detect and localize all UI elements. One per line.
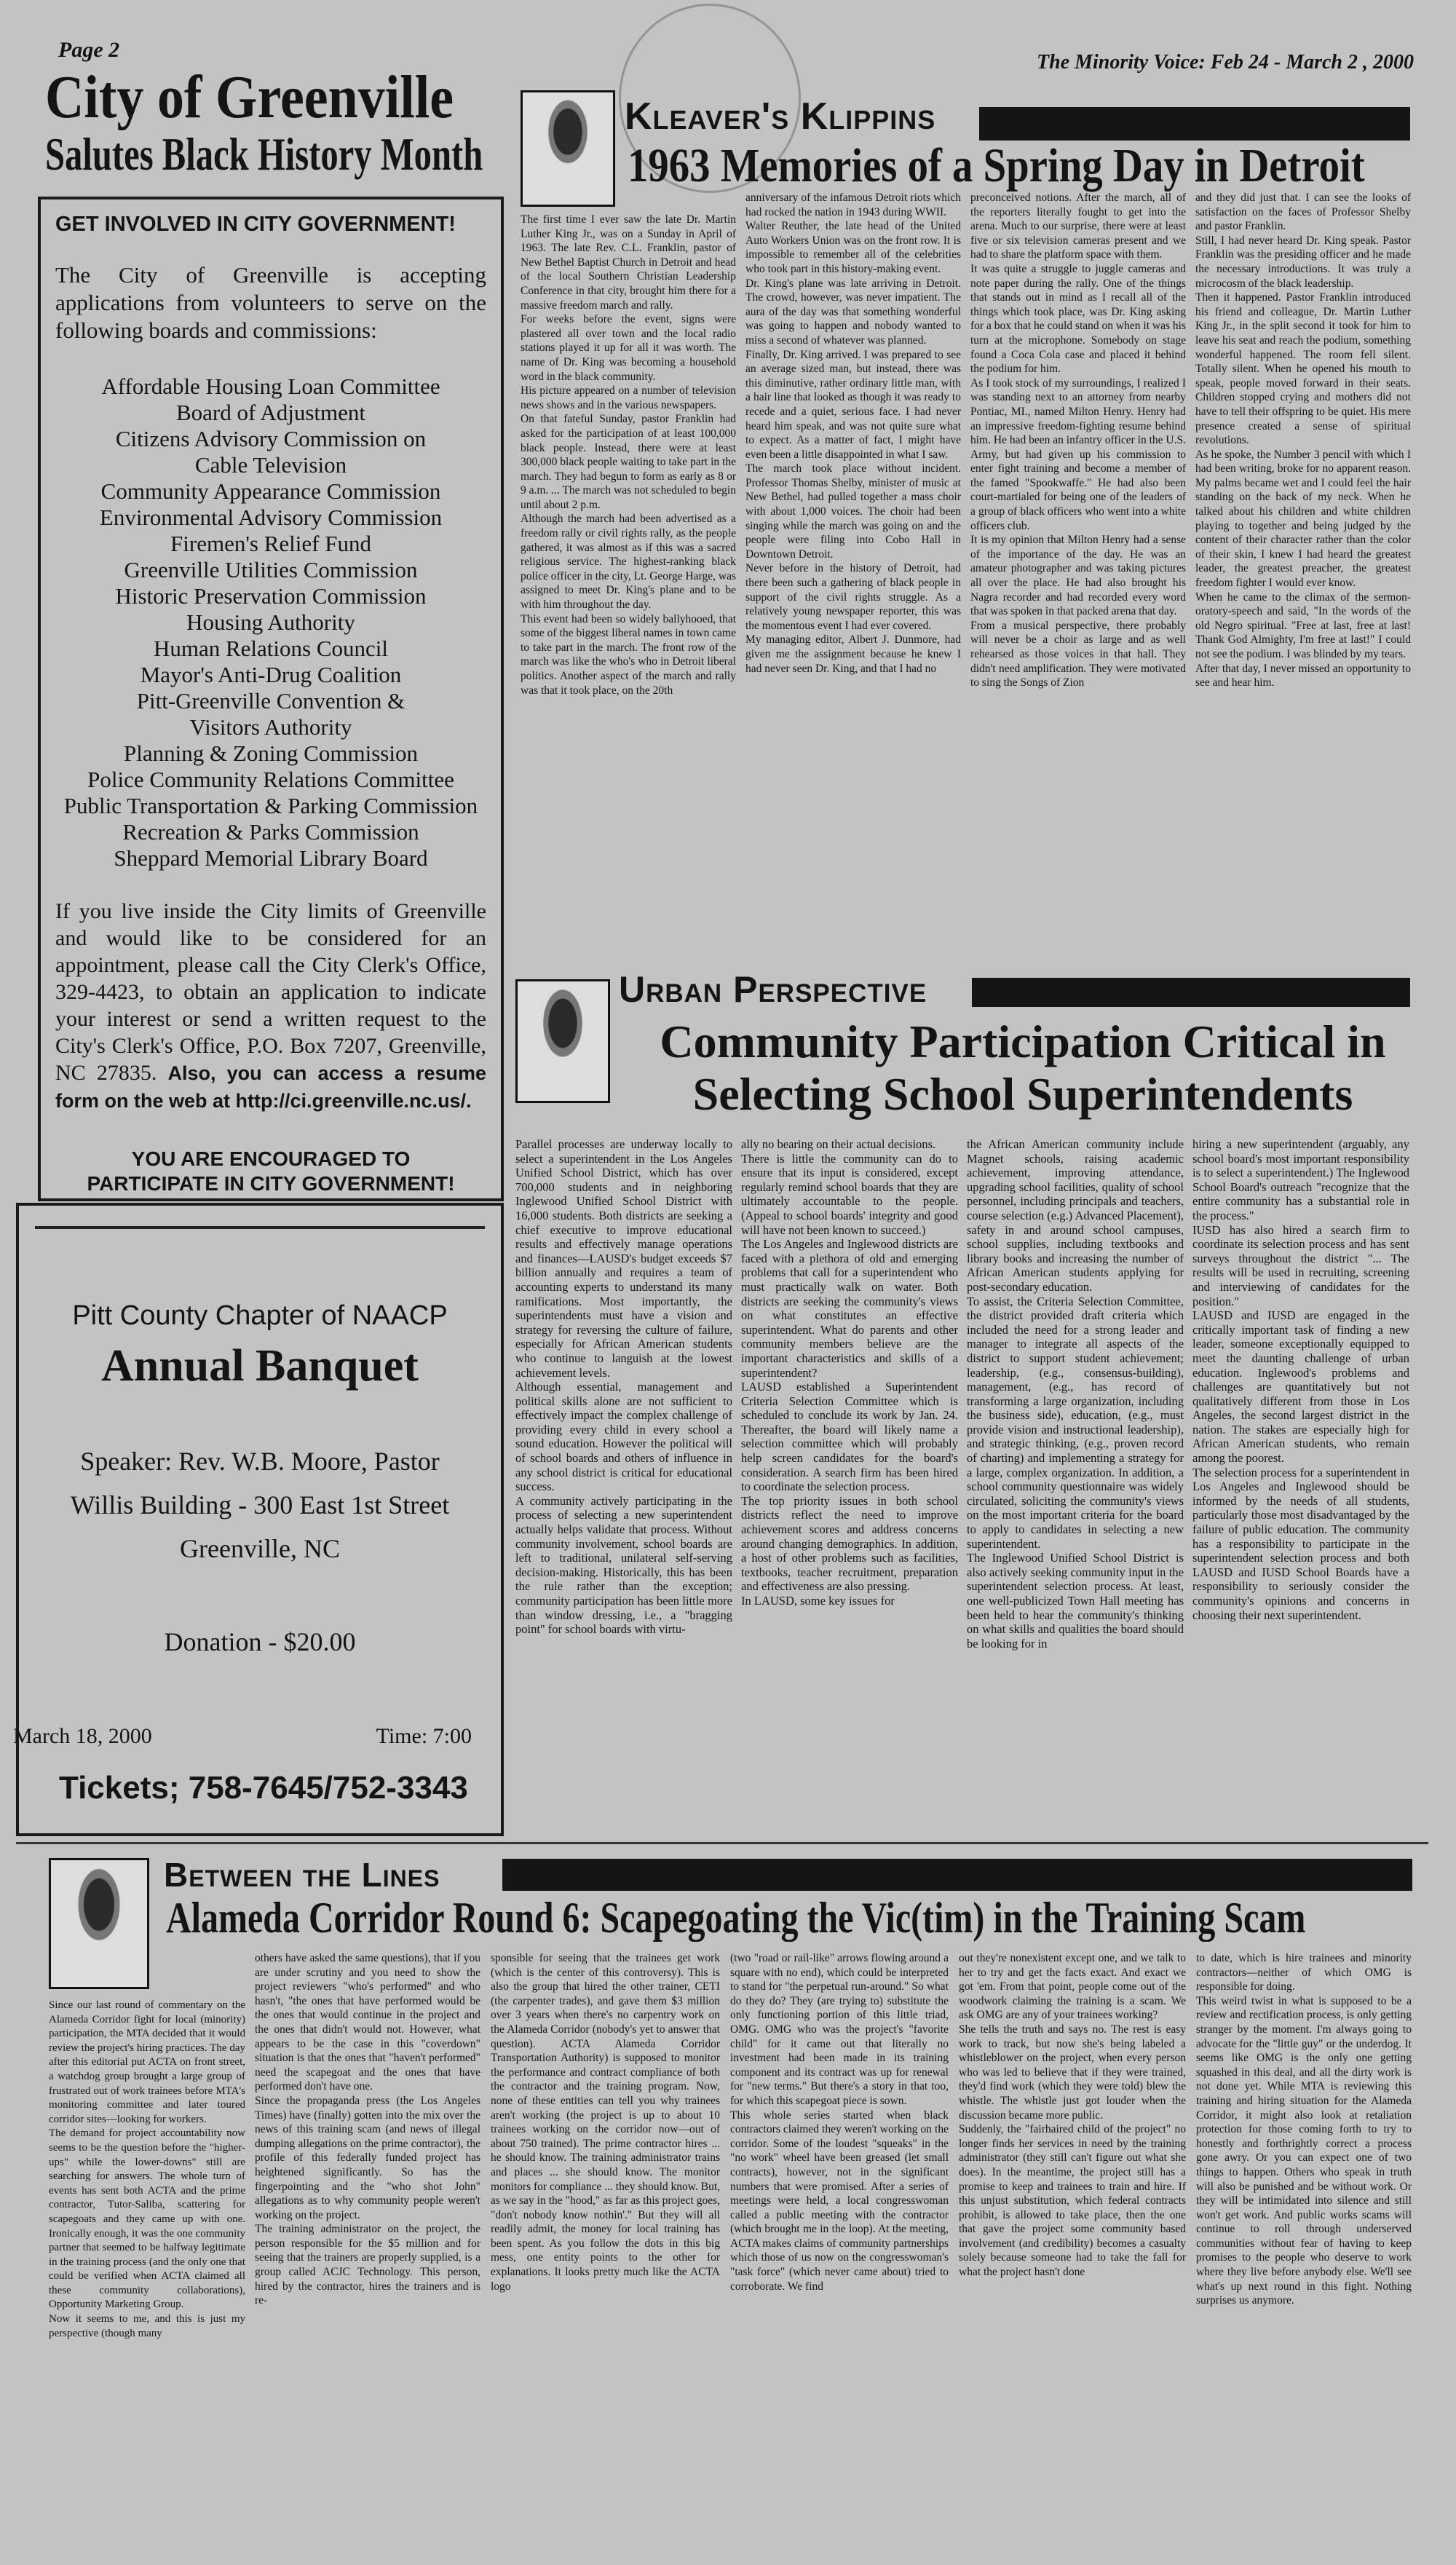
urban-column-3: the African American community include Magnet schools, raising academic achievement, improving attendance, upgrading school facilities, quality of school personnel, including principals and teachers, course selection (e.g.) Advanced Placement), safety in and around school campuses, school supplies, including textbooks and library books and increasing the number of African American students applying for post-secondary education. To assist, the Criteria Selection Committee, the district provided draft criteria which included the need for a strong leader and manager to integrate all aspects of the district to support student achievement; leadership, (e.g., consensus-building), management, (e.g., has record of transforming a large organization, including the business side), education, (e.g., must provide vision and instructional leadership), and strategic thinking, (e.g., proven record of charting) and implementing a strategy for a large, complex organization. In addition, a school community questionnaire was widely circulated, soliciting the community's views on the most important criteria for the board to apply to candidates in selecting a new superintendent. The Inglewood Unified School District is also actively seeking community input in the superintendent selection process. At least, one well-publicized Town Hall meeting has been held to hear the community's thinking on what skills and qualities the board should be looking for in	[967, 1137, 1184, 1651]
naacp-tickets: Tickets; 758-7645/752-3343	[59, 1770, 468, 1806]
kicker-bar	[502, 1859, 1412, 1891]
kleaver-column-2: anniversary of the infamous Detroit riots which had rocked the nation in 1943 during WWII. Walter Reuther, the late head of the United Auto Workers Union was on the front row. It is impossible to remember all of the celebrities who took part in this history-making event. Dr. King's plane was late arriving in Detroit. The crowd, however, was never impatient. The aura of the day was that something wonderful was going to happen and nobody wanted to miss a second of whatever was planned. Finally, Dr. King arrived. I was prepared to see an average sized man, but instead, there was this diminutive, rather ordinary little man, with a hair line that looked as though it was ready to recede and a quiet, serious face. I had never heard him speak, and was not quite sure what to expect. As a matter of fact, I might have even been a little disappointed in what I saw. The march took place without incident. Professor Thomas Shelby, minister of music at New Bethel, had pulled together a mass choir with about 1,000 voices. The choir had been singing while the march was going on and the people were filing into Cobo Hall in Downtown Detroit. Never before in the history of Detroit, had there been such a gathering of black people in support of the civil rights struggle. As a relatively young newspaper reporter, this was the momentous event I had ever covered. My managing editor, Albert J. Dunmore, had given me the assignment because he knew I had never seen Dr. King, and that I had no	[745, 191, 961, 675]
section-divider	[16, 1842, 1428, 1844]
kleaver-headline-text: 1963 Memories of a Spring Day in Detroit	[628, 139, 1365, 192]
greenville-headline	[45, 63, 511, 181]
box-title: GET INVOLVED IN CITY GOVERNMENT!	[55, 213, 456, 236]
board-item: Affordable Housing Loan Committee	[101, 374, 440, 399]
urban-headline-line1: Community Participation Critical in	[660, 1016, 1386, 1067]
instructions-text	[55, 898, 486, 1115]
naacp-venue: Willis Building - 300 East 1st Street	[70, 1490, 450, 1519]
between-column-1: Since our last round of commentary on the Alameda Corridor fight for local (minority) participation, the MTA decided that it would review the project's hiring practices. The day after this editorial put ACTA on front street, a watchdog group brought a large group of frustrated out of work trainees before MTA's monitoring committee and later toured corridor sites—looking for workers. The demand for project accountability now seems to be the question before the "higher-ups" while the lower-downs" still are searching for answers. The whole turn of events has sent both ACTA and the prime contractor, Tutor-Saliba, scattering for scapegoats and they came up with one. Ironically enough, it was the one community partner that seemed to be halfway legitimate in the training process (and the only one that could be verified when ACTA claimed all these community collaborations), Opportunity Marketing Group. Now it seems to me, and this is just my perspective (though many	[49, 1999, 245, 2339]
between-headline	[166, 1893, 1456, 1943]
greenville-headline-line1: City of Greenville	[45, 63, 454, 131]
greenville-headline-line2: Salutes Black History Month	[45, 128, 483, 180]
board-item: Community Appearance Commission	[100, 478, 441, 504]
kleaver-column-3: preconceived notions. After the march, all of the reporters literally fought to get into the arena. Much to our surprise, there were at least five or six television cameras present and we had to share the platform space with them. It was quite a struggle to juggle cameras and note paper during the rally. One of the things that stands out in mind as I recall all of the things which took place, was Dr. King asking for a box that he could stand on when it was his turn at the microphone. Somebody on stage found a Coca Cola case and placed it behind the podium for him. As I took stock of my surroundings, I realized I was standing next to an attorney from nearby Pontiac, MI., named Milton Henry. Henry had an impressive freedom-fighting resume behind him. He had been an infantry officer in the U.S. Army, but had given up his commission to enter fight training and become a member of the famed "Spookwaffe." He had also been court-martialed for being one of the leaders of a group of black officers who went into a white officers club. It is my opinion that Milton Henry had a sense of the importance of the day. He was an amateur photographer and was taking pictures all over the place. He had also brought his Nagra recorder and had recorded every word that was spoken in that packed arena that day. From a musical perspective, there probably will never be a choir as large and as well rehearsed as those voices in that hall. They didn't need amplification. They were motivated to sing the Songs of Zion	[970, 191, 1186, 689]
board-item: Mayor's Anti-Drug Coalition	[140, 662, 402, 687]
naacp-date: March 18, 2000	[13, 1724, 152, 1748]
kleaver-headline	[628, 138, 1456, 194]
city-government-box	[38, 197, 504, 1201]
naacp-city: Greenville, NC	[180, 1534, 340, 1563]
naacp-org: Pitt County Chapter of NAACP	[72, 1300, 448, 1331]
board-item: Firemen's Relief Fund	[170, 531, 371, 556]
instructions: If you live inside the City limits of Greenville and would like to be considered for an appointment, please call the City Clerk's Office, 329-4423, to obtain an application to indicate your interest or send a written request to the City's Clerk's Office, P.O. Box 7207, Greenville, NC 27835.	[55, 899, 486, 1085]
issue-dates: Feb 24 - March 2 , 2000	[1210, 51, 1414, 74]
board-item: Public Transportation & Parking Commission	[63, 793, 478, 818]
urban-column-2: ally no bearing on their actual decisions. There is little the community can do to ensure that its input is considered, except regularly remind school boards that they are ultimately accountable to the people. (Appeal to school boards' integrity and good will have not been known to succeed.) The Los Angeles and Inglewood districts are faced with a plethora of old and emerging problems that call for a superintendent who must practically walk on water. Both districts are seeking the community's views on what constitutes an effective superintendent. What do parents and other community members believe are the important characteristics and skills of a superintendent? LAUSD established a Superintendent Criteria Selection Committee which is scheduled to conclude its work by Jan. 24. Thereafter, the board will likely name a selection committee which will probably help screen candidates for the board's consideration. A search firm has been hired to coordinate the selection process. The top priority issues in both school districts reflect the need to improve achievement scores and address concerns around changing demographics. In addition, a host of other problems such as facilities, textbooks, teacher recruitment, preparation and effectiveness are also pressing. In LAUSD, some key issues for	[741, 1137, 958, 1608]
between-kicker: Between the Lines	[164, 1856, 440, 1894]
kleaver-column-4: and they did just that. I can see the looks of satisfaction on the faces of Professor Shelby and pastor Franklin. Still, I had never heard Dr. King speak. Pastor Franklin was the presiding officer and he made the necessary introductions. It was truly a microcosm of the black leadership. Then it happened. Pastor Franklin introduced his friend and colleague, Dr. Martin Luther King Jr., in the split second it took for him to leave his seat and reach the podium, something wonderful happened. The room fell silent. Totally silent. When he opened his mouth to speak, people moved forward in their seats. Children stopped crying and mothers did not have to tell their offspring to be quiet. His mere presence created a sense of spiritual revolutions. As he spoke, the Number 3 pencil with which I had been writing, broke for no apparent reason. My palms became wet and I could feel the hair standing on the back of my neck. When he talked about his children and white children playing to together and being judged by the content of their character rather than the color of their skin, I knew I had heard the greatest leader, the greatest preacher, the greatest freedom fighter I would ever know. When he came to the climax of the sermon-oratory-speech and said, "In the words of the old Negro spiritual. "Free at last, free at last! Thank God Almighty, I'm free at last!" I could not see the podium. I was blinded by my tears. After that day, I never missed an opportunity to see and hear him.	[1195, 191, 1411, 689]
kleaver-column-1: The first time I ever saw the late Dr. Martin Luther King Jr., was on a Sunday in April of 1963. The late Rev. C.L. Franklin, pastor of New Bethel Baptist Church in Detroit and head of the local Southern Christian Leadership Conference in that city, brought him there for a massive freedom march and rally. For weeks before the event, signs were plastered all over town and the local radio stations played it up for all it was worth. The name of Dr. King was becoming a household word in the black community. His picture appeared on a number of television news shows and in the various newspapers. On that fateful Sunday, pastor Franklin had asked for the participation of at least 100,000 black people. Instead, there were at least 300,000 black people waiting to take part in the march. They had begun to form as early as 8 or 9 a.m. ... The march was not scheduled to begin until about 2 p.m. Although the march had been advertised as a freedom rally or civil rights rally, as the people gathered, it was almost as if this was a sacred religious service. The highest-ranking black police officer in the city, Lt. George Harge, was assigned to meet Dr. King's plane and to be with him throughout the day. This event had been so widely ballyhooed, that some of the biggest liberal names in town came to take part in the march. The front row of the march was like the who's who in Detroit liberal politics. Another aspect of the march and rally was that it took place, on the 20th	[521, 213, 736, 697]
urban-kicker: Urban Perspective	[619, 969, 927, 1010]
between-headline-text: Alameda Corridor Round 6: Scapegoating the Vic(tim) in the Training Scam	[166, 1894, 1306, 1942]
naacp-banquet-ad	[13, 1203, 504, 1836]
board-item: Human Relations Council	[153, 636, 389, 661]
board-item: Sheppard Memorial Library Board	[114, 845, 428, 871]
board-item: Historic Preservation Commission	[115, 583, 427, 609]
between-column-6: to date, which is hire trainees and minority contractors—neither of which OMG is responsible for doing. This weird twist in what is supposed to be a review and rectification process, is only getting stranger by the moment. I'm always going to advocate for the "little guy" or the underdog. It seems like OMG is the only one getting squashed in this deal, and all the dirty work is not done yet. While MTA is reviewing this training and hiring situation for the Alameda Corridor, it might also look at retaliation protection for those coming forth to try to honestly and forthrightly correct a process gone awry. Or you can expect one of two things to happen. Others who speak in truth will also be punished and be without work. Or they will be intimidated into silence and still won't get work. And public works scams will continue to roll through underserved communities without fear of having to keep promises to the people who deserve to work where they live before anybody else. We'll see what's up next round in this fight. Nothing surprises us anymore.	[1196, 1952, 1412, 2307]
columnist-photo	[515, 979, 610, 1103]
between-column-3: sponsible for seeing that the trainees get work (which is the center of this controversy). This is also the group that hired the other trainer, CETI (the carpenter trades), and gave them $3 million over 3 years when there's no carpentry work on the Alameda Corridor (nobody's yet to answer that question). ACTA Alameda Corridor Transportation Authority) is supposed to monitor the performance and contract compliance of both the contractor and the training program. Now, none of these entities can tell you why trainees aren't working (the project is up to about 10 trainees working on the corridor now—out of about 750 trained). The prime contractor hires ... he should know. The training administrator trains and places ... she should know. The monitor monitors for compliance ... they should know. But, as we say in the "hood," as far as this project goes, "don't nobody know nothin'." But they will all readily admit, the money for local training has been spent. As you follow the dots in this big mess, one entity points to the other for explanations. It looks pretty much like the ACTA logo	[491, 1952, 720, 2293]
naacp-time: Time: 7:00	[376, 1724, 472, 1748]
board-item: Citizens Advisory Commission on	[115, 426, 427, 451]
board-item: Pitt-Greenville Convention &	[136, 688, 405, 714]
board-item: Recreation & Parks Commission	[122, 819, 419, 845]
kleaver-kicker: Kleaver's Klippins	[625, 95, 936, 138]
urban-headline	[630, 1016, 1416, 1121]
resume-web-link[interactable]: Also, you can access a resume form on the web at http://ci.greenville.nc.us/.	[55, 1062, 486, 1112]
urban-headline-line2: Selecting School Superintendents	[692, 1068, 1353, 1120]
page-number: Page 2	[58, 38, 120, 62]
between-column-4: (two "road or rail-like" arrows flowing around a square with no end), which could be interpreted to stand for "the perpetual run-around." So what do they do? They (are trying to) substitute the only functioning portion of this little triad, OMG. OMG who was the project's "favorite child" for it came out that literally no investment had been made in its training component and its contract was up for renewal for "new terms." But there's a story in that too, for which this scapegoat piece is sown. This whole series started when black contractors claimed they weren't working on the corridor. Some of the loudest "squeaks" in the "no work" wheel have been greased (let small contracts), however, not in the significant numbers that were promised. After a series of meetings were held, a local congresswoman called a public meeting with the contractor (which brought me in the loop). At the meeting, ACTA makes claims of community partnerships which those of us now on the congresswoman's "task force" (which never came about) tried to corroborate. We find	[730, 1952, 949, 2293]
kicker-bar	[979, 107, 1410, 141]
closing-text: YOU ARE ENCOURAGED TO PARTICIPATE IN CITY GOVERNMENT!	[87, 1147, 455, 1195]
urban-column-1: Parallel processes are underway locally to select a superintendent in the Los Angeles Unified School District, which has over 700,000 students and in neighboring Inglewood Unified School District with 16,000 students. Both districts are seeking a chief executive to improve educational results and effectively manage operations and finances—LAUSD's budget exceeds $7 billion annually and requires a team of accounting experts to understand its many ramifications. Most importantly, the superintendents must have a vision and strategy for reversing the culture of failure, especially for African American students who continue to languish at the lowest achievement levels. Although essential, management and political skills alone are not sufficient to effectively impact the complex challenge of providing every child in every school a sound education. However the political will of school boards and others of influence in any school district is critical for educational success. A community actively participating in the process of selecting a new superintendent actually helps validate that process. Without community involvement, school boards are left to traditional, unilateral self-serving decision-making. Historically, this has been the rule rather than the exception; community participation has been little more than window dressing, i.e., a "bragging point" for school boards with virtu-	[515, 1137, 732, 1637]
kicker-bar	[972, 978, 1410, 1007]
columnist-photo	[521, 90, 615, 207]
board-item: Visitors Authority	[189, 714, 352, 740]
board-item: Planning & Zoning Commission	[124, 740, 418, 766]
naacp-event: Annual Banquet	[101, 1341, 419, 1391]
columnist-photo	[49, 1858, 149, 1989]
board-item: Police Community Relations Committee	[87, 767, 454, 792]
boards-list	[55, 374, 486, 872]
intro-text: The City of Greenville is accepting applications from volunteers to serve on the following boards and commissions:	[55, 262, 486, 343]
board-item: Greenville Utilities Commission	[124, 557, 418, 582]
between-column-2: others have asked the same questions), that if you are under scrutiny and you need to show the project reviewers "who's performed" and who hasn't, "the ones that have performed would be the ones that would continue in the project and the ones that didn't would not. However, what appears to be the case in this "coverdown" situation is that the ones that "haven't performed" need the scapegoat and the ones that have performed don't have one. Since the propaganda press (the Los Angeles Times) have (finally) gotten into the mix over the news of this training scam (and news of illegal dumping allegations on the prime contractor), the profile of this federally funded project has heightened significantly. So has the fingerpointing and the "who shot John" allegations as to why community people weren't working on the project. The training administrator on the project, the person responsible for the $5 million and for seeing that the trainers are properly supplied, is a group called ACJC Technology. This person, hired by the contractor, hires the trainers and is re-	[255, 1952, 480, 2307]
publication-name: The Minority Voice:	[1037, 51, 1206, 74]
board-item: Board of Adjustment	[175, 400, 366, 425]
board-item: Cable Television	[194, 452, 347, 478]
publication-dateline	[1037, 51, 1414, 74]
naacp-speaker: Speaker: Rev. W.B. Moore, Pastor	[80, 1447, 440, 1476]
board-item: Environmental Advisory Commission	[99, 505, 443, 530]
naacp-donation: Donation - $20.00	[164, 1627, 356, 1656]
between-column-5: out they're nonexistent except one, and we talk to her to try and get the facts exact. And exact we got 'em. From that point, people come out of the woodwork claiming the training is a scam. We ask OMG are any of your trainees working? She tells the truth and says no. The rest is easy work to track, but now she's being labeled a whistleblower on the project, when every person who was led to believe that if they were trained, they'd find work (which they were told) blew the whistle. The whistle just got louder when the discussion became more public. Suddenly, the "fairhaired child of the project" no longer finds her services in need by the training administrator (they still can't figure out what she does). In the meantime, the project still has a promise to keep and trainees to train and hire. If this unjust substitution, which federal contracts prohibit, is allowed to take place, then the one that gave the project some community based involvement (and credibility) becomes a casualty solely because someone had to take the fall for what the project hasn't done	[959, 1952, 1186, 2279]
urban-column-4: hiring a new superintendent (arguably, any school board's most important responsibility is to select a superintendent.) The Inglewood School Board's outreach "recognize that the entire community has a substantial role in the process." IUSD has also hired a search firm to coordinate its selection process and has sent surveys throughout the district "... The results will be used in recruiting, screening and interviewing of candidates for the position." LAUSD and IUSD are engaged in the critically important task of finding a new leader, someone exceptionally equipped to meet the daunting challenge of urban education. Inglewood's problems and challenges are quantitatively but not qualitatively different from those in Los Angeles, the second largest district in the nation. The stakes are especially high for African American students, who remain among the poorest. The selection process for a superintendent in Los Angeles and Inglewood should be informed by the needs of all students, particularly those most disadvantaged by the failure of public education. The community has a responsibility to participate in the superintendent selection process and both LAUSD and IUSD School Boards have a responsibility to seriously consider the community's opinions and concerns in choosing their next superintendent.	[1192, 1137, 1409, 1622]
board-item: Housing Authority	[186, 609, 355, 635]
